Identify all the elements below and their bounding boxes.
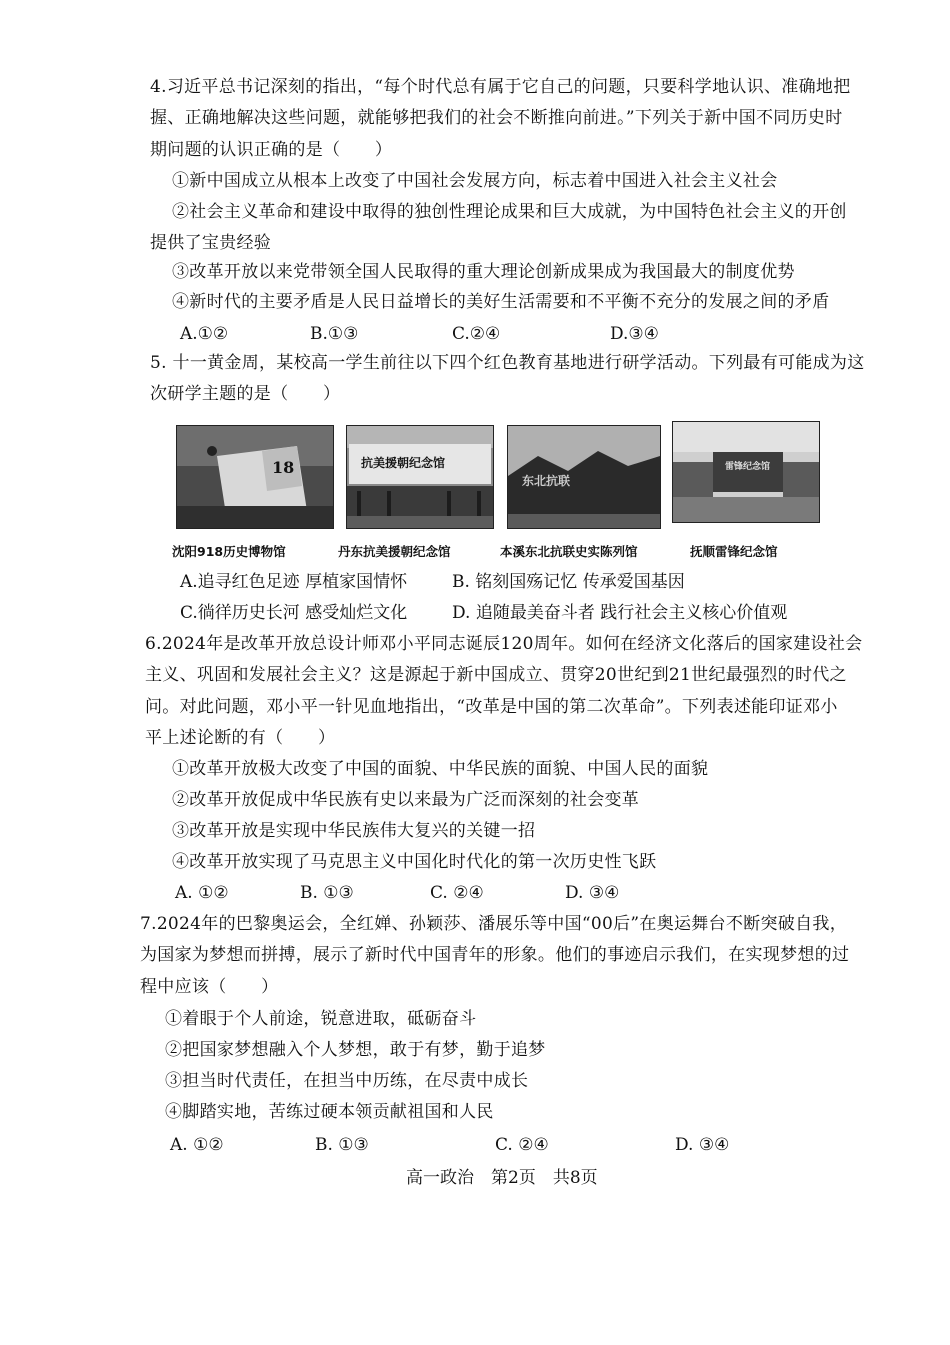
q6-stem-line-3: 问。对此问题，邓小平一针见血地指出，“改革是中国的第二次革命”。下列表述能印证邓小	[145, 697, 838, 717]
q6-option-a: A. ①②	[175, 883, 229, 903]
photo-dandong-memorial	[346, 425, 494, 529]
q7-stem-line-3: 程中应该（ ）	[140, 977, 279, 997]
photo-4-sign: 雷锋纪念馆	[725, 462, 771, 472]
q7-stem-line-2: 为国家为梦想而拼搏，展示了新时代中国青年的形象。他们的事迹启示我们，在实现梦想的过	[140, 945, 850, 965]
q4-statement-4: ④新时代的主要矛盾是人民日益增长的美好生活需要和不平衡不充分的发展之间的矛盾	[172, 292, 830, 312]
q4-option-c: C.②④	[452, 324, 501, 344]
caption-fushun: 抚顺雷锋纪念馆	[690, 544, 778, 559]
q6-stem-line-4: 平上述论断的有（ ）	[145, 728, 336, 748]
q4-option-a: A.①②	[180, 324, 229, 344]
caption-benxi: 本溪东北抗联史实陈列馆	[500, 544, 638, 559]
q6-statement-2: ②改革开放促成中华民族有史以来最为广泛而深刻的社会变革	[172, 790, 640, 810]
q6-statement-1: ①改革开放极大改变了中国的面貌、中华民族的面貌、中国人民的面貌	[172, 759, 709, 779]
q5-option-c: C.徜徉历史长河 感受灿烂文化	[180, 603, 408, 623]
q7-statement-3: ③担当时代责任，在担当中历练，在尽责中成长	[165, 1071, 529, 1091]
q6-stem-line-1: 6.2024年是改革开放总设计师邓小平同志诞辰120周年。如何在经济文化落后的国家建设社会	[145, 634, 863, 654]
q7-statement-2: ②把国家梦想融入个人梦想，敢于有梦，勤于追梦	[165, 1040, 546, 1060]
q4-option-d: D.③④	[610, 324, 659, 344]
q4-option-b: B.①③	[310, 324, 359, 344]
page-footer: 高一政治 第2页 共8页	[406, 1168, 598, 1188]
photo-3-sign: 东北抗联	[522, 474, 571, 488]
q4-statement-1: ①新中国成立从根本上改变了中国社会发展方向，标志着中国进入社会主义社会	[172, 171, 778, 191]
q5-stem-line-1: 5. 十一黄金周，某校高一学生前往以下四个红色教育基地进行研学活动。下列最有可能成为这	[150, 353, 865, 373]
q7-option-c: C. ②④	[495, 1135, 549, 1155]
photo-fushun-graphic	[673, 422, 819, 522]
q6-option-b: B. ①③	[300, 883, 354, 903]
q5-option-d: D. 追随最美奋斗者 践行社会主义核心价值观	[452, 603, 788, 623]
photo-dandong-graphic	[347, 426, 493, 528]
caption-shenyang: 沈阳918历史博物馆	[172, 544, 286, 559]
q6-statement-4: ④改革开放实现了马克思主义中国化时代化的第一次历史性飞跃	[172, 852, 657, 872]
q7-statement-1: ①着眼于个人前途，锐意进取，砥砺奋斗	[165, 1009, 477, 1029]
q4-stem-line-1: 4.习近平总书记深刻的指出，“每个时代总有属于它自己的问题，只要科学地认识、准确地把	[150, 77, 851, 97]
q6-stem-line-2: 主义、巩固和发展社会主义？这是源起于新中国成立、贯穿20世纪到21世纪最强烈的时代之	[145, 665, 847, 685]
q7-option-a: A. ①②	[170, 1135, 224, 1155]
q6-statement-3: ③改革开放是实现中华民族伟大复兴的关键一招	[172, 821, 536, 841]
photo-1-sign: 18	[272, 458, 295, 477]
q7-option-d: D. ③④	[675, 1135, 730, 1155]
photo-fushun-leifeng-memorial	[672, 421, 820, 523]
q4-statement-2-line-2: 提供了宝贵经验	[150, 233, 272, 253]
q7-stem-line-1: 7.2024年的巴黎奥运会，全红婵、孙颖莎、潘展乐等中国“00后”在奥运舞台不断突破自我，	[140, 914, 847, 934]
q4-statement-3: ③改革开放以来党带领全国人民取得的重大理论创新成果成为我国最大的制度优势	[172, 262, 795, 282]
q7-statement-4: ④脚踏实地，苦练过硬本领贡献祖国和人民	[165, 1102, 494, 1122]
photo-shenyang-918-graphic	[177, 426, 333, 528]
q4-statement-2-line-1: ②社会主义革命和建设中取得的独创性理论成果和巨大成就，为中国特色社会主义的开创	[172, 202, 847, 222]
q6-option-c: C. ②④	[430, 883, 484, 903]
caption-dandong: 丹东抗美援朝纪念馆	[338, 544, 451, 559]
q5-stem-line-2: 次研学主题的是（ ）	[150, 384, 341, 404]
photo-2-sign: 抗美援朝纪念馆	[361, 456, 446, 470]
q6-option-d: D. ③④	[565, 883, 620, 903]
photo-benxi-exhibition-hall	[507, 425, 661, 529]
q5-option-a: A.追寻红色足迹 厚植家国情怀	[180, 572, 408, 592]
q5-option-b: B. 铭刻国殇记忆 传承爱国基因	[452, 572, 685, 592]
q4-stem-line-3: 期问题的认识正确的是（ ）	[150, 140, 393, 160]
photo-shenyang-918-museum	[176, 425, 334, 529]
q7-option-b: B. ①③	[315, 1135, 369, 1155]
q4-stem-line-2: 握、正确地解决这些问题，就能够把我们的社会不断推向前进。”下列关于新中国不同历史时	[150, 108, 843, 128]
